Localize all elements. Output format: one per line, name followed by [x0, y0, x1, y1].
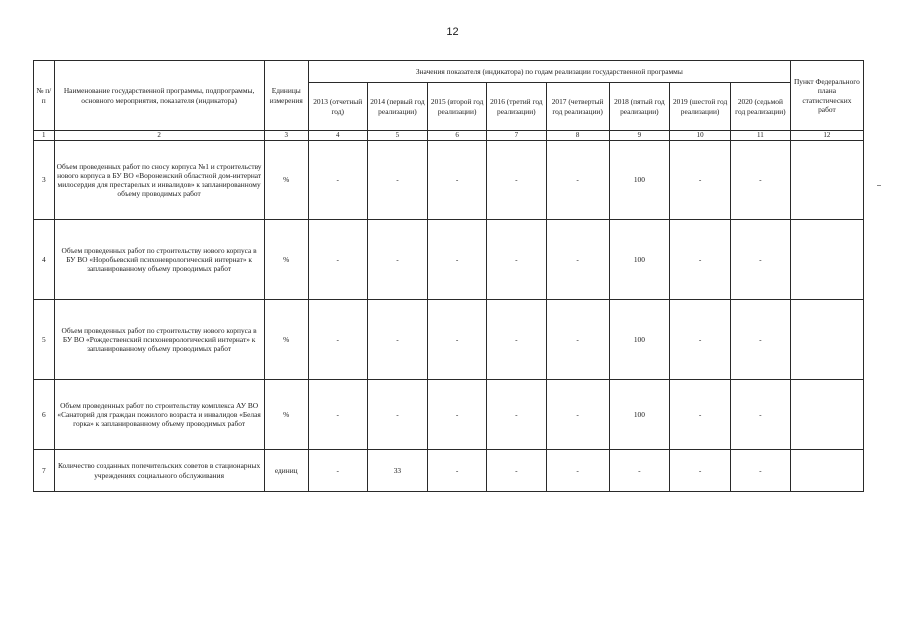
header-values-group: Значения показателя (индикатора) по годам реализации государственной программы	[308, 61, 790, 83]
row-value: -	[428, 220, 487, 300]
header-year: 2018 (пятый год реализации)	[609, 83, 670, 131]
row-value: -	[428, 300, 487, 380]
row-num: 6	[34, 380, 55, 450]
row-value: -	[670, 141, 731, 220]
row-value: -	[308, 450, 367, 492]
row-name: Объем проведенных работ по строительству комплекса АУ ВО «Санаторий для граждан пожилого возраста и инвалидов «Белая горка» к запланированному объему проводимых работ	[54, 380, 264, 450]
header-year: 2013 (отчетный год)	[308, 83, 367, 131]
header-unit: Единицы измерения	[264, 61, 308, 131]
row-plan	[790, 220, 863, 300]
row-value: -	[730, 380, 790, 450]
row-value: -	[670, 220, 731, 300]
row-value: -	[730, 450, 790, 492]
row-value: -	[546, 220, 609, 300]
row-name: Количество созданных попечительских советов в стационарных учреждениях социального обслуживания	[54, 450, 264, 492]
row-value: -	[428, 450, 487, 492]
row-num: 7	[34, 450, 55, 492]
row-name: Объем проведенных работ по сносу корпуса №1 и строительству нового корпуса в БУ ВО «Воронежский областной дом-интернат милосердия для престарелых и инвалидов» к запланированному объему проводимых работ	[54, 141, 264, 220]
row-value: 100	[609, 300, 670, 380]
row-num: 4	[34, 220, 55, 300]
column-number: 2	[54, 131, 264, 141]
row-value: -	[546, 141, 609, 220]
row-plan	[790, 141, 863, 220]
column-number: 4	[308, 131, 367, 141]
header-name: Наименование государственной программы, подпрограммы, основного мероприятия, показателя (индикатора)	[54, 61, 264, 131]
column-number: 8	[546, 131, 609, 141]
row-value: -	[308, 220, 367, 300]
row-value: -	[486, 141, 546, 220]
row-plan	[790, 450, 863, 492]
header-year: 2014 (первый год реализации)	[367, 83, 428, 131]
row-num: 3	[34, 141, 55, 220]
column-number: 10	[670, 131, 731, 141]
row-value: -	[486, 300, 546, 380]
column-number: 5	[367, 131, 428, 141]
row-value: -	[670, 380, 731, 450]
row-unit: %	[264, 141, 308, 220]
row-num: 5	[34, 300, 55, 380]
row-value: 33	[367, 450, 428, 492]
row-value: -	[367, 380, 428, 450]
row-value: -	[546, 380, 609, 450]
column-number: 9	[609, 131, 670, 141]
column-number: 11	[730, 131, 790, 141]
table-row	[34, 300, 864, 380]
row-value: -	[428, 141, 487, 220]
row-unit: %	[264, 220, 308, 300]
table-row	[34, 450, 864, 492]
row-value: 100	[609, 220, 670, 300]
row-value: -	[730, 300, 790, 380]
column-numbers-row	[34, 131, 864, 141]
column-number: 12	[790, 131, 863, 141]
header-federal-plan: Пункт Федерального плана статистических работ	[790, 61, 863, 131]
table-row	[34, 220, 864, 300]
row-value: -	[367, 220, 428, 300]
header-year: 2016 (третий год реализации)	[486, 83, 546, 131]
row-unit: единиц	[264, 450, 308, 492]
row-name: Объем проведенных работ по строительству нового корпуса в БУ ВО «Норобьевский психоневрологический интернат» к запланированному объему проводимых работ	[54, 220, 264, 300]
row-value: -	[367, 141, 428, 220]
header-year: 2020 (седьмой год реализации)	[730, 83, 790, 131]
row-value: 100	[609, 141, 670, 220]
header-row-1	[34, 61, 864, 83]
table-row	[34, 380, 864, 450]
row-value: -	[486, 450, 546, 492]
page-number: 12	[446, 26, 459, 38]
row-plan	[790, 380, 863, 450]
row-unit: %	[264, 380, 308, 450]
header-year: 2017 (четвертый год реализации)	[546, 83, 609, 131]
row-name: Объем проведенных работ по строительству нового корпуса в БУ ВО «Рождественский психоневрологический интернат» к запланированному объему проводимых работ	[54, 300, 264, 380]
row-value: -	[670, 450, 731, 492]
row-value: -	[730, 220, 790, 300]
row-plan	[790, 300, 863, 380]
column-number: 6	[428, 131, 487, 141]
table-row	[34, 141, 864, 220]
header-num: № п/п	[34, 61, 55, 131]
header-year: 2015 (второй год реализации)	[428, 83, 487, 131]
row-value: -	[486, 380, 546, 450]
row-value: -	[308, 300, 367, 380]
column-number: 7	[486, 131, 546, 141]
row-value: -	[546, 300, 609, 380]
row-value: -	[308, 141, 367, 220]
row-value: -	[308, 380, 367, 450]
column-number: 1	[34, 131, 55, 141]
row-unit: %	[264, 300, 308, 380]
row-value: 100	[609, 380, 670, 450]
row-value: -	[670, 300, 731, 380]
scan-mark	[877, 185, 881, 186]
row-value: -	[730, 141, 790, 220]
indicators-table	[33, 60, 864, 492]
row-value: -	[428, 380, 487, 450]
header-year: 2019 (шестой год реализации)	[670, 83, 731, 131]
column-number: 3	[264, 131, 308, 141]
row-value: -	[367, 300, 428, 380]
row-value: -	[609, 450, 670, 492]
row-value: -	[546, 450, 609, 492]
row-value: -	[486, 220, 546, 300]
